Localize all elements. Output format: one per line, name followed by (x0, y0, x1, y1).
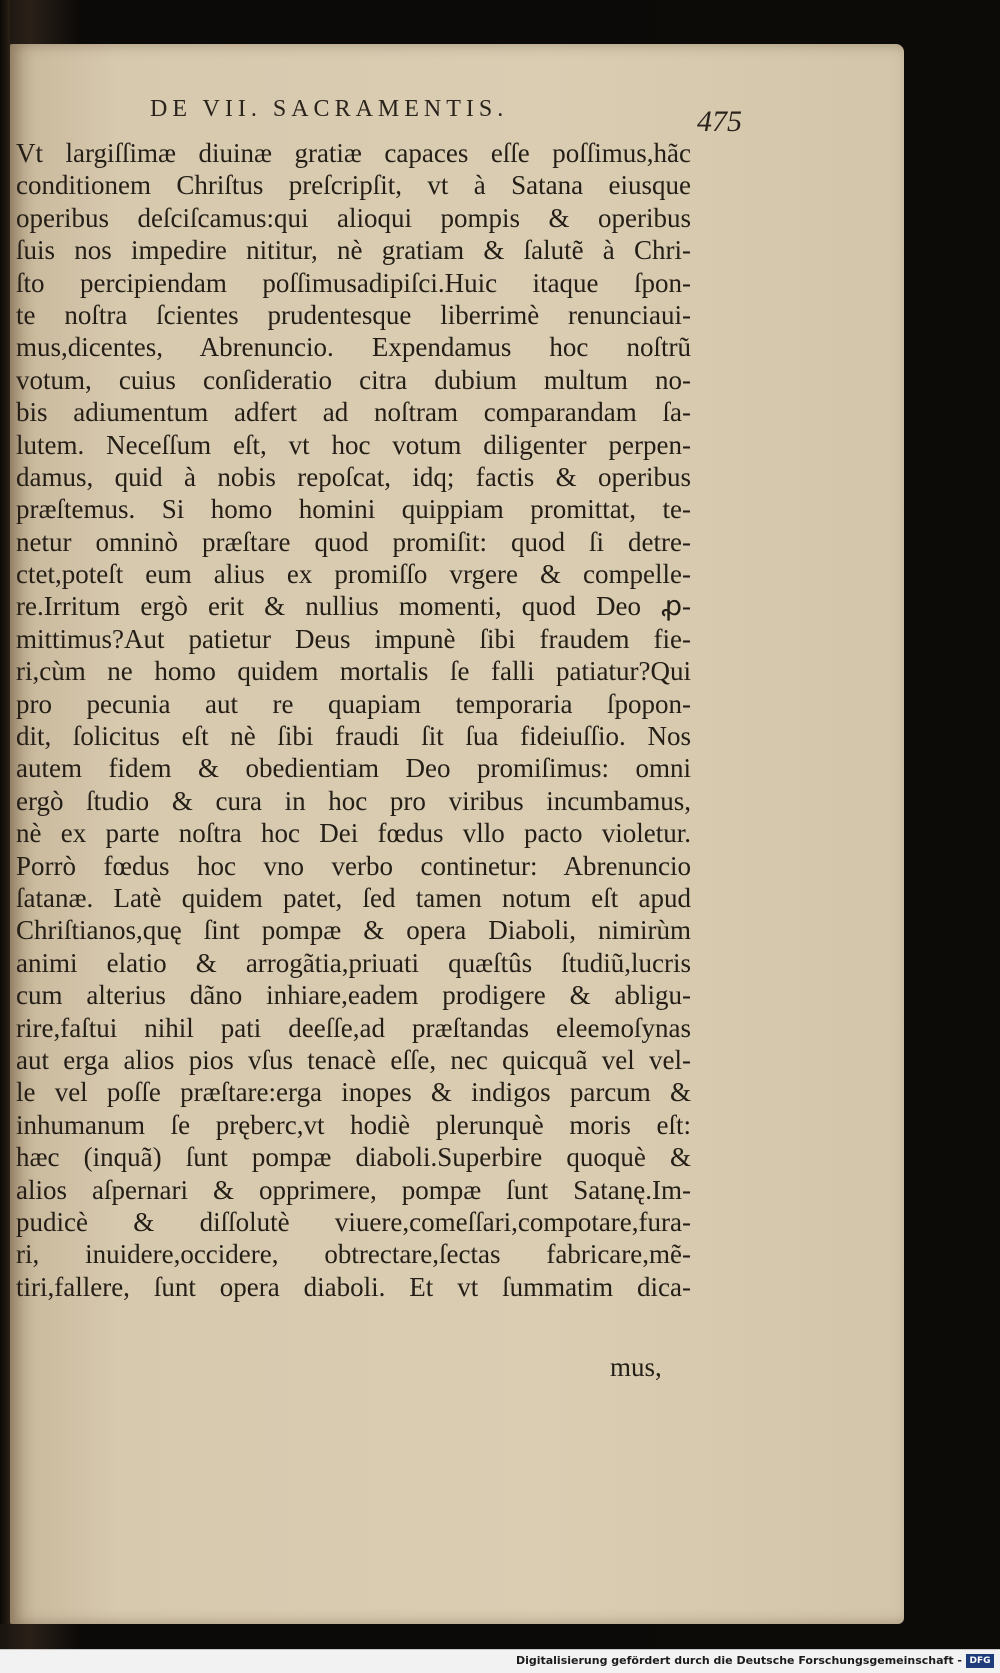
text-line: animi elatio & arrogãtia,priuati quæſtûs ſtudiũ,lucris (16, 947, 691, 978)
text-line: tiri,fallere, ſunt opera diaboli. Et vt ſummatim dica- (16, 1271, 691, 1302)
text-line: mittimus?Aut patietur Deus impunè ſibi fraudem fie- (16, 623, 691, 654)
text-line: votum, cuius conſideratio citra dubium multum no- (16, 364, 691, 395)
text-line: re.Irritum ergò erit & nullius momenti, quod Deo ꝓ- (16, 591, 691, 622)
text-line: ctet,poteſt eum alius ex promiſſo vrgere & compelle- (16, 559, 691, 590)
text-line: le vel poſſe præſtare:erga inopes & indigos parcum & (16, 1077, 691, 1108)
text-line: pro pecunia aut re quapiam temporaria ſpopon- (16, 688, 691, 719)
catchword: mus, (610, 1352, 662, 1382)
text-line: damus, quid à nobis repoſcat, idq; factis & operibus (16, 461, 691, 492)
text-line: hæc (inquã) ſunt pompæ diaboli.Superbire quoquè & (16, 1142, 691, 1173)
text-line: conditionem Chriſtus preſcripſit, vt à Satana eiusque (16, 170, 691, 201)
page-number: 475 (697, 105, 742, 138)
text-line: te noſtra ſcientes prudentesque liberrimè renunciaui- (16, 299, 691, 330)
text-line: lutem. Neceſſum eſt, vt hoc votum diligenter perpen- (16, 429, 691, 460)
text-line: ſto percipiendam poſſimusadipiſci.Huic itaque ſpon- (16, 267, 691, 298)
text-line: alios aſpernari & opprimere, pompæ ſunt Satanę.Im- (16, 1174, 691, 1205)
text-line: cum alterius dãno inhiare,eadem prodigere & abligu- (16, 980, 691, 1011)
text-line: ergò ſtudio & cura in hoc pro viribus incumbamus, (16, 785, 691, 816)
text-line: autem fidem & obedientiam Deo promiſimus: omni (16, 753, 691, 784)
text-line: Chriſtianos,quę ſint pompæ & opera Diaboli, nimirùm (16, 915, 691, 946)
book-spine-shadow (0, 0, 10, 1624)
dfg-logo: DFG (966, 1654, 994, 1668)
text-line: ſuis nos impedire nititur, nè gratiam & ſalutẽ à Chri- (16, 235, 691, 266)
footer-bar (0, 1649, 1000, 1673)
text-line: aut erga alios pios vſus tenacè eſſe, nec quicquã vel vel- (16, 1044, 691, 1075)
text-line: netur omninò præſtare quod promiſit: quod ſi detre- (16, 526, 691, 557)
text-line: ri, inuidere,occidere, obtrectare,ſectas fabricare,mẽ- (16, 1239, 691, 1270)
text-line: Porrò fœdus hoc vno verbo continetur: Abrenuncio (16, 850, 691, 881)
text-line: ſatanæ. Latè quidem patet, ſed tamen notum eſt apud (16, 882, 691, 913)
funding-credit: Digitalisierung gefördert durch die Deutsche Forschungsgemeinschaft - (515, 1654, 962, 1667)
text-line: inhumanum ſe pręberc,vt hodiè plerunquè moris eſt: (16, 1109, 691, 1140)
text-line: bis adiumentum adfert ad noſtram comparandam ſa- (16, 397, 691, 428)
text-line: nè ex parte noſtra hoc Dei fœdus vllo pacto violetur. (16, 818, 691, 849)
running-title: DE VII. SACRAMENTIS. (150, 96, 509, 122)
text-line: dit, ſolicitus eſt nè ſibi fraudi ſit ſua fideiuſſio. Nos (16, 721, 691, 752)
text-line: ri,cùm ne homo quidem mortalis ſe falli patiatur?Qui (16, 656, 691, 687)
text-line: operibus deſciſcamus:qui alioqui pompis & operibus (16, 202, 691, 233)
text-line: mus,dicentes, Abrenuncio. Expendamus hoc noſtrũ (16, 332, 691, 363)
text-line: rire,faſtui nihil pati deeſſe,ad præſtandas eleemoſynas (16, 1012, 691, 1043)
body-text (16, 137, 691, 1303)
text-line: Vt largiſſimæ diuinæ gratiæ capaces eſſe poſſimus,hãc (16, 138, 691, 168)
text-line: præſtemus. Si homo homini quippiam promittat, te- (16, 494, 691, 525)
text-line: pudicè & diſſolutè viuere,comeſſari,compotare,fura- (16, 1206, 691, 1237)
